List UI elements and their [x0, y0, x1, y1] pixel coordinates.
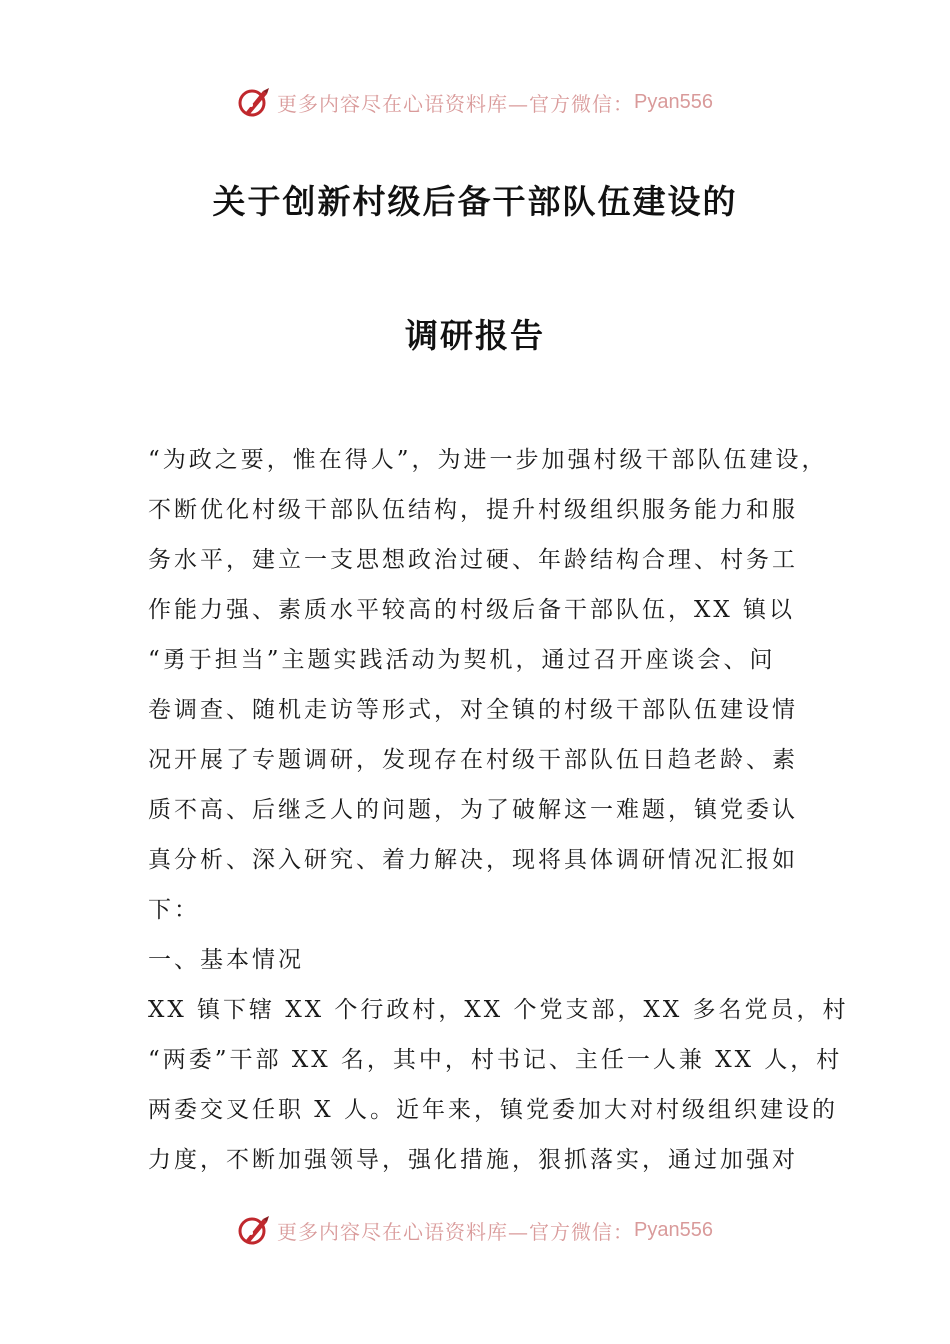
body-line: 两委交叉任职 X 人。近年来，镇党委加大对村级组织建设的	[148, 1097, 838, 1123]
banner-text: 更多内容尽在心语资料库—官方微信：	[277, 1219, 635, 1244]
body-line: “两委”干部 XX 名，其中，村书记、主任一人兼 XX 人，村	[148, 1047, 843, 1073]
body-line: 真分析、深入研究、着力解决，现将具体调研情况汇报如	[148, 847, 798, 873]
banner-wechat-id: Pyan556	[634, 90, 713, 113]
body-line: 作能力强、素质水平较高的村级后备干部队伍，XX 镇以	[148, 597, 796, 623]
body-line: XX 镇下辖 XX 个行政村，XX 个党支部，XX 多名党员，村	[148, 997, 849, 1023]
header-banner	[0, 80, 950, 124]
body-line: 况开展了专题调研，发现存在村级干部队伍日趋老龄、素	[148, 747, 798, 773]
footer-banner	[0, 1208, 950, 1252]
document-title-line-2: 调研报告	[405, 316, 545, 355]
section-heading: 一、基本情况	[148, 947, 304, 973]
body-line: 务水平，建立一支思想政治过硬、年龄结构合理、村务工	[148, 547, 798, 573]
document-body	[148, 435, 849, 1185]
quill-pen-logo-icon	[237, 85, 271, 119]
banner-wechat-id: Pyan556	[634, 1218, 713, 1241]
banner-text: 更多内容尽在心语资料库—官方微信：	[277, 91, 635, 116]
body-line: 下：	[148, 897, 200, 923]
body-line: “勇于担当”主题实践活动为契机，通过召开座谈会、问	[148, 647, 776, 673]
body-line: “为政之要，惟在得人”，为进一步加强村级干部队伍建设，	[148, 447, 828, 473]
body-line: 不断优化村级干部队伍结构，提升村级组织服务能力和服	[148, 497, 798, 523]
quill-pen-logo-icon	[237, 1213, 271, 1247]
document-title-line-1: 关于创新村级后备干部队伍建设的	[212, 182, 738, 221]
body-line: 卷调查、随机走访等形式，对全镇的村级干部队伍建设情	[148, 697, 798, 723]
body-line: 力度，不断加强领导，强化措施，狠抓落实，通过加强对	[148, 1147, 798, 1173]
body-line: 质不高、后继乏人的问题，为了破解这一难题，镇党委认	[148, 797, 798, 823]
